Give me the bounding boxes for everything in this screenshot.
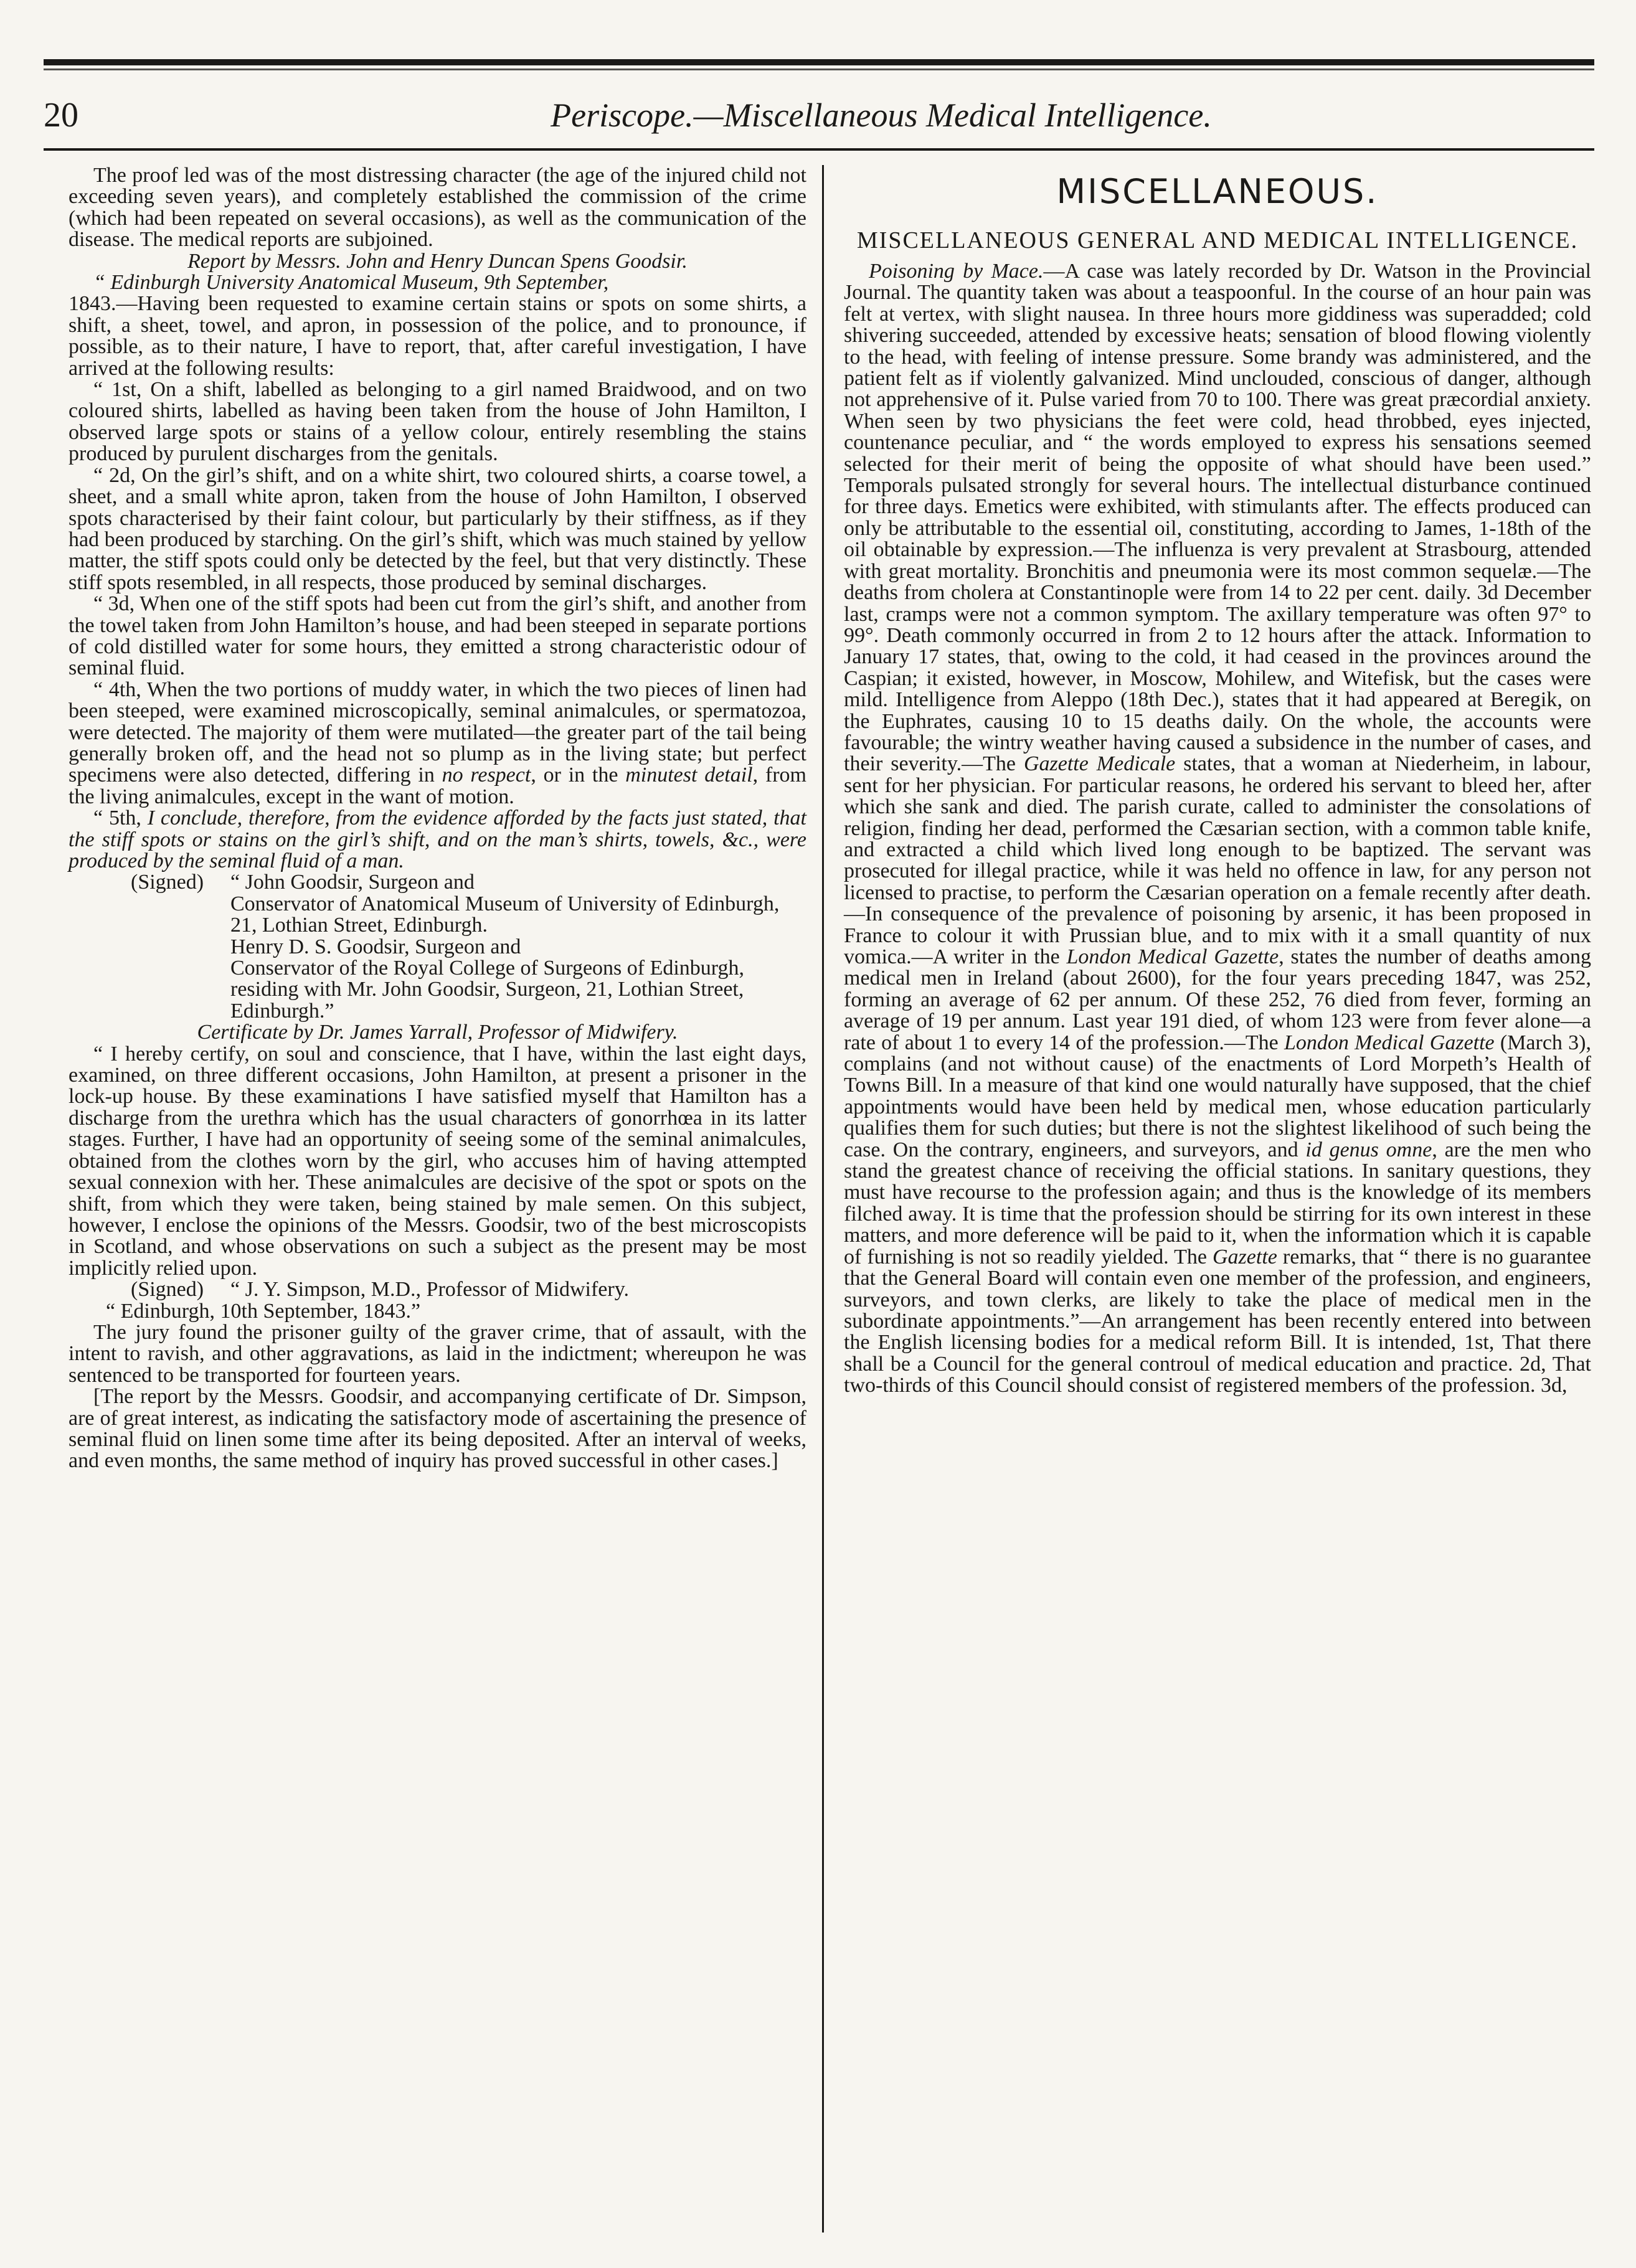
signature-henry-goodsir-title: Conservator of the Royal College of Surgeons of Edinburgh, residing with Mr. John Goodsir, Surgeon, 21, Lothian Street, Edinburgh.” (230, 957, 745, 1023)
certificate-paragraph: “ I hereby certify, on soul and conscience, that I have, within the last eight days, examined, on three different occasions, John Hamilton, at present a prisoner in the lock-up house. By these examinations I have satisfied myself that Hamilton has a discharge from the urethra which has the usual characters of gonorrhœa in its latter stages. Further, I have had an opportunity of seeing some of the seminal animalcules, obtained from the clothes worn by the girl, who accuses him of having attempted sexual connexion with her. These animalcules are decisive of the spot or spots on the shift, from which they were taken, being stained by male semen. On this subject, however, I enclose the opinions of the Messrs. Goodsir, two of the best microscopists in Scotland, and whose observations on such a subject as the present may be most implicitly relied upon. (69, 1042, 806, 1280)
verdict-paragraph: The jury found the prisoner guilty of the graver crime, that of assault, with the intent to ravish, and other aggravations, as laid in the indictment; whereupon he was sentenced to be transported for fourteen years. (69, 1320, 806, 1387)
miscellaneous-paragraph: Poisoning by Mace.—A case was lately recorded by Dr. Watson in the Provincial Journal. The quantity taken was about a teaspoonful. In the course of an hour pain was felt at vertex, with slight nausea. In three hours more giddiness was superadded; cold shivering succeeded, attended by excessive heats; sensation of blood flowing violently to the head, with feeling of intense pressure. Some brandy was administered, and the patient felt as if violently galvanized. Mind unclouded, conscious of danger, although not apprehensive of it. Pulse varied from 70 to 100. There was great præcordial anxiety. When seen by two physicians the feet were cold, head throbbed, eyes injected, countenance peculiar, and “ the words employed to express his sensations seemed selected for their merit of being the opposite of what should have been used.” Temporals pulsated strongly for several hours. The intellectual disturbance continued for three days. Emetics were exhibited, with stimulants after. The effects produced can only be attributable to the essential oil, constituting, according to James, 1-18th of the oil obtainable by expression.—The influenza is very prevalent at Strasbourg, attended with great mortality. Bronchitis and pneumonia were its most common sequelæ.—The deaths from cholera at Constantinople were from 14 to 22 per cent. daily. 3d December last, cramps were not a common symptom. The axillary temperature was often 97° to 99°. Death commonly occurred in from 2 to 12 hours after the attack. Information to January 17 states, that, owing to the cold, it had ceased in the provinces around the Caspian; it existed, however, in Moscow, Mohilew, and Witefisk, but the cases were mild. Intelligence from Aleppo (18th Dec.), states that it had appeared at Beregik, on the Euphrates, causing 10 to 15 deaths daily. On the whole, the accounts were favourable; the wintry weather having caused a subsidence in the number of cases, and their severity.—The Gazette Medicale states, that a woman at Niederheim, in labour, sent for her physician. For particular reasons, he ordered his servant to bleed her, after which she sank and died. The parish curate, called to administer the consolations of religion, finding her dead, performed the Cæsarian section, with a common table knife, and extracted a child which lived long enough to be baptized. The servant was prosecuted for illegal practice, while it was held no offence in law, for any person not licensed to practise, to perform the Cæsarian operation on a female recently after death.—In consequence of the prevalence of poisoning by arsenic, it has been proposed in France to colour it with Prussian blue, and to mix with it a small quantity of nux vomica.—A writer in the London Medical Gazette, states the number of deaths among medical men in Ireland (about 2600), for the four years preceding 1847, was 252, forming an average of 62 per annum. Of these 252, 76 died from fever, forming an average of 19 per annum. Last year 191 died, of whom 123 were from fever alone—a rate of about 1 to every 14 of the profession.—The London Medical Gazette (March 3), complains (and not without cause) of the enactments of Lord Morpeth’s Health of Towns Bill. In a measure of that kind one would naturally have supposed, that the chief appointments would have been held by medical men, whose education particularly qualifies them for such duties; but there is not the slightest likelihood of such being the case. On the contrary, engineers, and surveyors, and id genus omne, are the men who stand the greatest chance of receiving the official stations. In sanitary questions, they must have recourse to the profession again; and thus is the knowledge of its members filched away. It is time that the profession should be stirring for its own interest in these matters, and more deference will be paid to it, when the information which it is capable of furnishing is not so readily yielded. The Gazette remarks, that “ there is no guarantee that the General Board will contain even one member of the profession, and engineers, surveyors, and town clerks, are likely to take the place of medical men in the subordinate appointments.”—An arrangement has been recently entered into between the English licensing bodies for a medical reform Bill. It is intended, 1st, That there shall be a Council for the general controul of medical education and practice. 2d, That two-thirds of this Council should consist of registered members of the profession. 3d, (844, 260, 1592, 1397)
signed-label: (Signed) (131, 871, 204, 894)
certificate-date: “ Edinburgh, 10th September, 1843.” (106, 1299, 421, 1323)
signature-block-goodsir (69, 872, 806, 893)
signed-label: (Signed) (131, 1278, 204, 1302)
top-rule-thin (44, 69, 1594, 70)
signature-john-goodsir: “ John Goodsir, Surgeon and (230, 871, 475, 894)
finding-1: “ 1st, On a shift, labelled as belonging to a girl named Braidwood, and on two coloured shirts, labelled as having been taken from the house of John Hamilton, I observed large spots or stains of a yellow colour, entirely resembling the stains produced by purulent discharges from the genitals. (69, 378, 806, 466)
finding-5: “ 5th, I conclude, therefore, from the evidence afforded by the facts just stated, that the stiff spots or stains on the girl’s shift, and on the man’s shirts, towels, &c., were produced by the seminal fluid of a man. (69, 806, 806, 872)
left-column (69, 165, 806, 1472)
column-divider (822, 165, 824, 2233)
signature-simpson: “ J. Y. Simpson, M.D., Professor of Midwifery. (230, 1278, 630, 1302)
finding-3: “ 3d, When one of the stiff spots had been cut from the girl’s shift, and another from the towel taken from John Hamilton’s house, and had been steeped in separate portions of cold distilled water for some hours, they emitted a strong characteristic odour of seminal fluid. (69, 592, 806, 680)
finding-2: “ 2d, On the girl’s shift, and on a white shirt, two coloured shirts, a coarse towel, a sheet, and a small white apron, taken from the house of John Hamilton, I observed spots characterised by their faint colour, but particularly by their stiffness, as if they had been produced by starching. On the girl’s shift, which was much stained by yellow matter, the stiff spots could only be detected by the feel, but that very distinctly. These stiff spots resembled, in all respects, those produced by seminal discharges. (69, 463, 806, 594)
editor-note: [The report by the Messrs. Goodsir, and accompanying certificate of Dr. Simpson, are of great interest, as indicating the satisfactory mode of ascertaining the presence of seminal fluid on linen some time after its being deposited. After an interval of weeks, and even months, the same method of inquiry has proved successful in other cases.] (69, 1385, 806, 1473)
certificate-heading: Certificate by Dr. James Yarrall, Professor of Midwifery. (197, 1021, 678, 1044)
intro-paragraph: The proof led was of the most distressing character (the age of the injured child not exceeding seven years), and completely established the commission of the crime (which had been repeated on several occasions), as well as the communication of the disease. The medical reports are subjoined. (69, 164, 806, 252)
report-heading: Report by Messrs. John and Henry Duncan Spens Goodsir. (187, 249, 688, 273)
right-column (844, 165, 1591, 1397)
page-header (44, 93, 1594, 143)
signature-henry-goodsir: Henry D. S. Goodsir, Surgeon and (230, 935, 521, 958)
header-rule (44, 148, 1594, 151)
running-title: Periscope.—Miscellaneous Medical Intelligence. (551, 97, 1212, 134)
signature-john-goodsir-title: Conservator of Anatomical Museum of University of Edinburgh, 21, Lothian Street, Edinburgh. (230, 892, 780, 937)
top-rule (44, 59, 1594, 65)
report-paragraph: 1843.—Having been requested to examine certain stains or spots on some shirts, a shift, a sheet, towel, and apron, in possession of the police, and to pronounce, if possible, as to their nature, I have to report, that, after careful investigation, I have arrived at the following results: (69, 292, 806, 380)
section-heading: MISCELLANEOUS. (1056, 172, 1379, 211)
report-dateline: “ Edinburgh University Anatomical Museum, 9th September, (93, 271, 609, 295)
page-number: 20 (44, 96, 78, 135)
section-subheading: MISCELLANEOUS GENERAL AND MEDICAL INTELLIGENCE. (856, 227, 1579, 253)
finding-4: “ 4th, When the two portions of muddy water, in which the two pieces of linen had been steeped, were examined microscopically, seminal animalcules, or spermatozoa, were detected. The majority of them were mutilated—the greater part of the tail being generally broken off, and the head not so plump as in the living state; but perfect specimens were also detected, differing in no respect, or in the minutest detail, from the living animalcules, except in the want of motion. (69, 678, 807, 808)
signature-block-simpson (69, 1279, 806, 1300)
